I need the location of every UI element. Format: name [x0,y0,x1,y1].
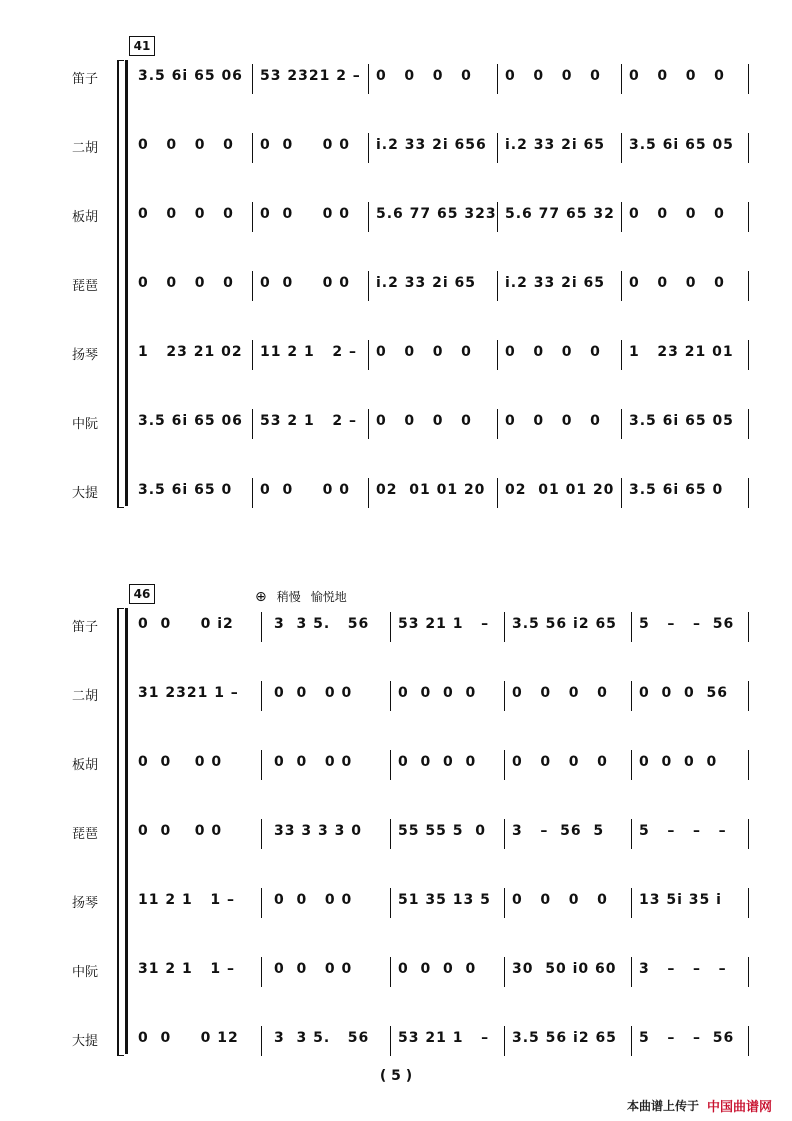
instrument-label: 中阮 [72,965,99,980]
barline [252,478,253,508]
measure: 0 0 0 0 [274,892,353,908]
instrument-label: 笛子 [72,72,99,87]
measure: 53 2 1 2 – [260,413,357,429]
measure: 0 0 0 0 [505,413,601,429]
measure: 0 0 0 0 [274,754,353,770]
instrument-row [0,482,792,514]
measure: 0 0 0 0 [398,754,477,770]
instrument-row [0,892,792,924]
site-logo[interactable]: 中国曲谱网 [706,1100,772,1115]
instrument-row [0,1030,792,1062]
footer [627,1096,772,1115]
measure: 3.5 56 i2 65 [512,1030,617,1046]
barline [261,888,262,918]
measure: 3.5 56 i2 65 [512,616,617,632]
barline [504,1026,505,1056]
barline [621,64,622,94]
measure: 3.5 6i 65 0 [138,482,233,498]
measure: 31 2 1 1 – [138,961,235,977]
measure: 0 0 0 0 [512,685,608,701]
barline [621,478,622,508]
measure: 0 0 0 0 [260,482,350,498]
instrument-label: 板胡 [72,758,99,773]
barline [748,750,749,780]
instrument-row [0,413,792,445]
barline [748,478,749,508]
barline [390,612,391,642]
measure: i.2 33 2i 65 [505,275,605,291]
measure-number-box: 41 [129,36,155,56]
measure: 11 2 1 1 – [138,892,235,908]
instrument-row [0,344,792,376]
barline [497,478,498,508]
barline [252,409,253,439]
measure: i.2 33 2i 65 [376,275,476,291]
barline [631,681,632,711]
barline [497,64,498,94]
barline [748,1026,749,1056]
measure: 0 0 0 0 [138,823,223,839]
barline [368,409,369,439]
measure: 53 21 1 – [398,1030,490,1046]
barline [748,64,749,94]
instrument-label: 笛子 [72,620,99,635]
barline [748,612,749,642]
measure: 0 0 0 0 [274,961,353,977]
measure: 53 21 1 – [398,616,490,632]
coda-icon: ⊕ [255,588,267,605]
measure: 30 50 i0 60 [512,961,617,977]
instrument-label: 扬琴 [72,896,99,911]
measure: 3.5 6i 65 0 [629,482,724,498]
barline [497,409,498,439]
instrument-label: 琵琶 [72,827,99,842]
measure: 13 5i 35 i [639,892,722,908]
instrument-row [0,754,792,786]
barline [261,681,262,711]
barline [748,957,749,987]
measure: 0 0 0 0 [376,344,472,360]
barline [631,1026,632,1056]
barline [252,271,253,301]
measure: 3.5 6i 65 06 [138,68,243,84]
measure: 3.5 6i 65 05 [629,137,734,153]
barline [390,681,391,711]
barline [748,202,749,232]
measure: i.2 33 2i 65 [505,137,605,153]
instrument-row [0,137,792,169]
measure: 0 0 0 0 [138,206,234,222]
measure: 0 0 0 0 [138,754,223,770]
measure-number-box: 46 [129,584,155,604]
barline [390,957,391,987]
barline [748,271,749,301]
measure: 0 0 0 i2 [138,616,234,632]
measure: 3 3 5. 56 [274,616,370,632]
barline [261,957,262,987]
instrument-label: 扬琴 [72,348,99,363]
footer-text: 本曲谱上传于 [626,1099,699,1113]
measure: 02 01 01 20 [505,482,615,498]
barline [252,340,253,370]
barline [252,64,253,94]
barline [252,202,253,232]
measure: 0 0 0 0 [505,344,601,360]
barline [504,750,505,780]
measure: 5.6 77 65 32 [505,206,615,222]
barline [368,133,369,163]
measure: 0 0 0 0 [376,68,472,84]
barline [497,133,498,163]
measure: 0 0 0 0 [512,892,608,908]
instrument-row [0,206,792,238]
measure: 0 0 0 0 [260,206,350,222]
barline [621,271,622,301]
measure: 3 3 5. 56 [274,1030,370,1046]
measure: 5 – – 56 [639,1030,735,1046]
barline [631,957,632,987]
tempo-marking [255,588,347,605]
measure: 5.6 77 65 323 [376,206,497,222]
measure: 1 23 21 01 [629,344,734,360]
measure: 0 0 0 0 [260,275,350,291]
instrument-row [0,68,792,100]
measure: 1 23 21 02 [138,344,243,360]
barline [252,133,253,163]
barline [390,888,391,918]
measure: 5 – – – [639,823,727,839]
measure: 0 0 0 56 [639,685,728,701]
barline [261,1026,262,1056]
measure: 0 0 0 0 [138,275,234,291]
expression-text: 愉悦地 [310,590,347,604]
barline [390,819,391,849]
instrument-label: 二胡 [72,689,99,704]
barline [748,409,749,439]
barline [368,271,369,301]
page-number: ( 5 ) [379,1068,413,1084]
instrument-row [0,616,792,648]
instrument-label: 琵琶 [72,279,99,294]
measure: i.2 33 2i 656 [376,137,487,153]
barline [368,202,369,232]
barline [261,750,262,780]
barline [631,612,632,642]
measure: 3 – 56 5 [512,823,605,839]
barline [261,819,262,849]
measure: 0 0 0 0 [274,685,353,701]
barline [368,478,369,508]
instrument-label: 二胡 [72,141,99,156]
measure: 33 3 3 3 0 [274,823,362,839]
measure: 0 0 0 0 [629,275,725,291]
barline [497,202,498,232]
instrument-row [0,961,792,993]
instrument-label: 大提 [72,1034,99,1049]
instrument-row [0,275,792,307]
measure: 53 2321 2 – [260,68,361,84]
measure: 0 0 0 0 [629,206,725,222]
barline [621,133,622,163]
instrument-label: 中阮 [72,417,99,432]
barline [631,750,632,780]
measure: 0 0 0 0 [512,754,608,770]
instrument-label: 板胡 [72,210,99,225]
measure: 0 0 0 0 [138,137,234,153]
measure: 0 0 0 0 [639,754,718,770]
measure: 0 0 0 0 [505,68,601,84]
barline [504,888,505,918]
barline [748,888,749,918]
measure: 0 0 0 0 [260,137,350,153]
barline [748,819,749,849]
measure: 31 2321 1 – [138,685,239,701]
tempo-text: 稍慢 [276,590,301,604]
barline [368,64,369,94]
barline [504,819,505,849]
barline [261,612,262,642]
measure: 3.5 6i 65 06 [138,413,243,429]
measure: 5 – – 56 [639,616,735,632]
barline [504,957,505,987]
barline [497,340,498,370]
measure: 3.5 6i 65 05 [629,413,734,429]
barline [748,681,749,711]
measure: 0 0 0 0 [376,413,472,429]
barline [748,340,749,370]
barline [497,271,498,301]
measure: 0 0 0 0 [398,685,477,701]
measure: 55 55 5 0 [398,823,486,839]
barline [390,1026,391,1056]
barline [368,340,369,370]
barline [504,681,505,711]
measure: 02 01 01 20 [376,482,486,498]
barline [621,202,622,232]
measure: 0 0 0 0 [629,68,725,84]
barline [390,750,391,780]
instrument-label: 大提 [72,486,99,501]
barline [631,819,632,849]
barline [504,612,505,642]
measure: 0 0 0 12 [138,1030,239,1046]
measure: 51 35 13 5 [398,892,491,908]
instrument-row [0,685,792,717]
instrument-row [0,823,792,855]
barline [631,888,632,918]
measure: 11 2 1 2 – [260,344,357,360]
barline [621,340,622,370]
measure: 0 0 0 0 [398,961,477,977]
measure: 3 – – – [639,961,727,977]
barline [748,133,749,163]
barline [621,409,622,439]
